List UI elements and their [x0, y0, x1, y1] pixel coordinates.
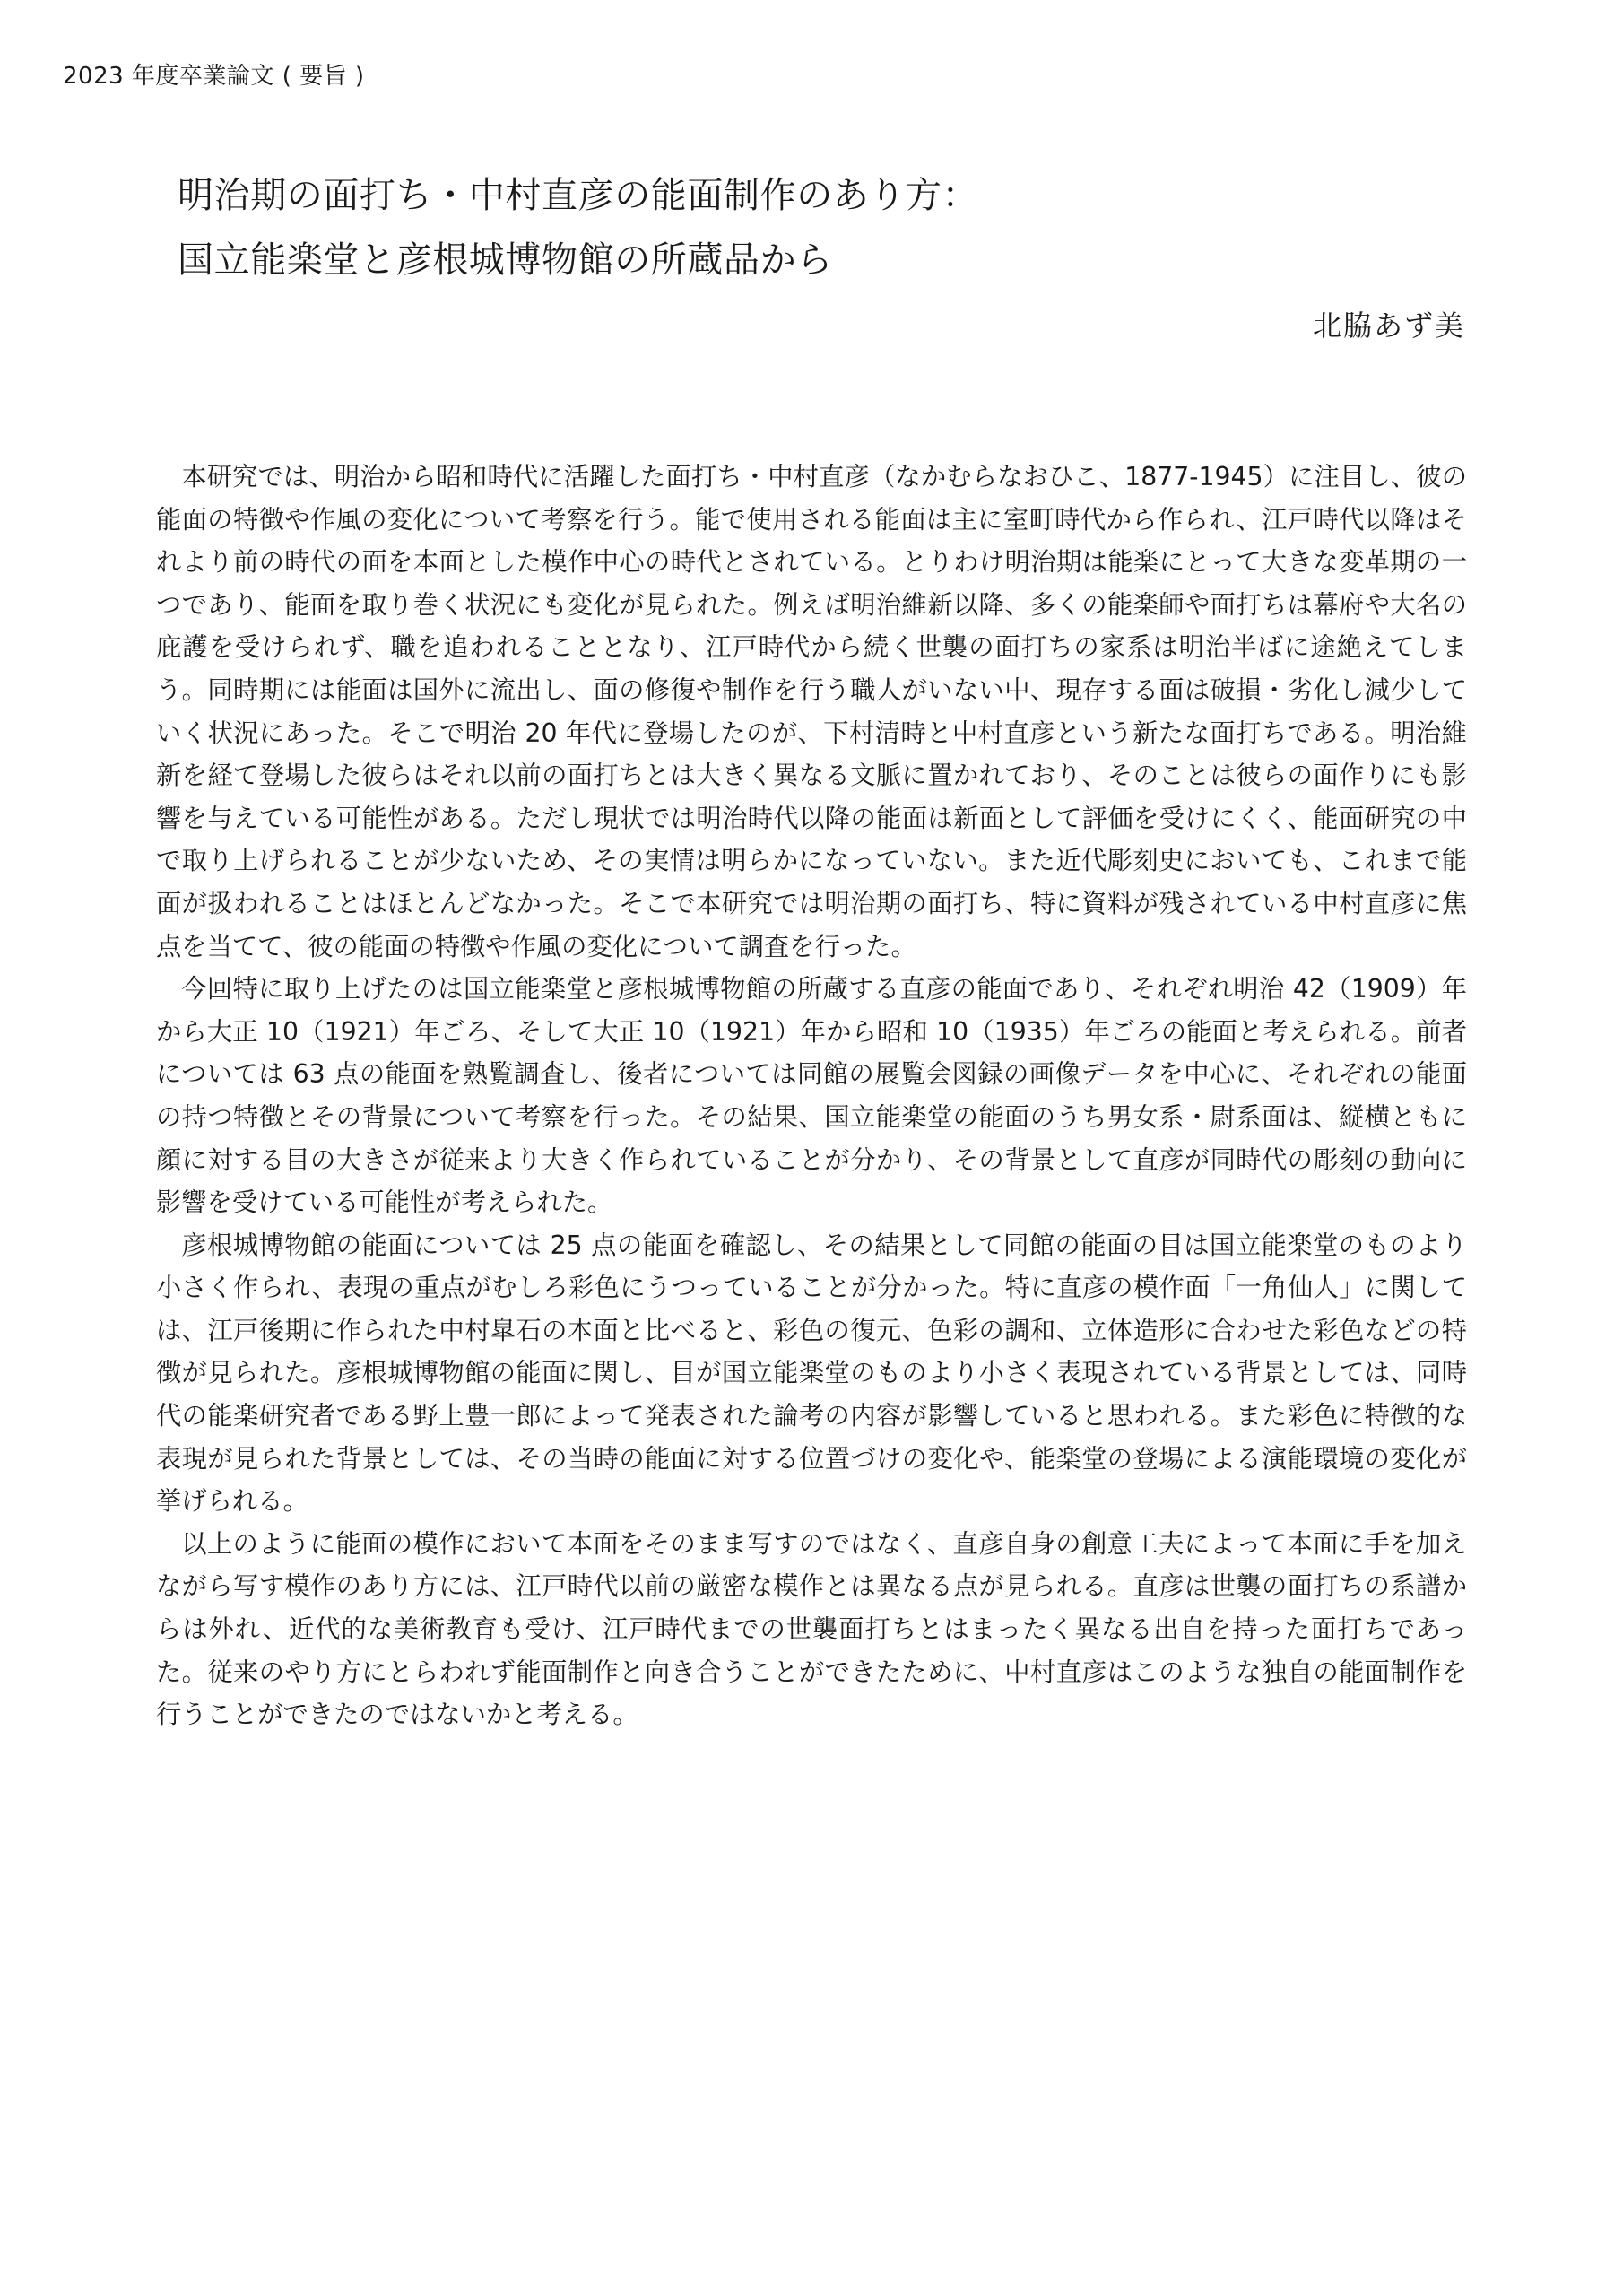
body-paragraph-2: 今回特に取り上げたのは国立能楽堂と彦根城博物館の所蔵する直彦の能面であり、それぞれ明治 42（1909）年から大正 10（1921）年ごろ、そして大正 10（1921）年から昭和 10（1935）年ごろの能面と考えられる。前者については 63 点の能面を熟覧調査し、後者については同館の展覧会図録の画像データを中心に、それぞれの能面の持つ特徴とその背景について考察を行った。その結果、国立能楽堂の能面のうち男女系・尉系面は、縦横ともに顔に対する目の大きさが従来より大きく作られていることが分かり、その背景として直彦が同時代の彫刻の動向に影響を受けている可能性が考えられた。 — [156, 974, 1467, 1218]
body-paragraph-4: 以上のように能面の模作において本面をそのまま写すのではなく、直彦自身の創意工夫によって本面に手を加えながら写す模作のあり方には、江戸時代以前の厳密な模作とは異なる点が見られる。直彦は世襲の面打ちの系譜からは外れ、近代的な美術教育も受け、江戸時代までの世襲面打ちとはまったく異なる出自を持った面打ちであった。従来のやり方にとらわれず能面制作と向き合うことができたために、中村直彦はこのような独自の能面制作を行うことができたのではないかと考える。 — [156, 1528, 1467, 1730]
document-title — [178, 163, 978, 292]
abstract-body — [156, 456, 1467, 1736]
body-paragraph-1: 本研究では、明治から昭和時代に活躍した面打ち・中村直彦（なかむらなおひこ、1877-1945）に注目し、彼の能面の特徴や作風の変化について考察を行う。能で使用される能面は主に室町時代から作られ、江戸時代以降はそれより前の時代の面を本面とした模作中心の時代とされている。とりわけ明治期は能楽にとって大きな変革期の一つであり、能面を取り巻く状況にも変化が見られた。例えば明治維新以降、多くの能楽師や面打ちは幕府や大名の庇護を受けられず、職を追われることとなり、江戸時代から続く世襲の面打ちの家系は明治半ばに途絶えてしまう。同時期には能面は国外に流出し、面の修復や制作を行う職人がいない中、現存する面は破損・劣化し減少していく状況にあった。そこで明治 20 年代に登場したのが、下村清時と中村直彦という新たな面打ちである。明治維新を経て登場した彼らはそれ以前の面打ちとは大きく異なる文脈に置かれており、そのことは彼らの面作りにも影響を与えている可能性がある。ただし現状では明治時代以降の能面は新面として評価を受けにくく、能面研究の中で取り上げられることが少ないため、その実情は明らかになっていない。また近代彫刻史においても、これまで能面が扱われることはほとんどなかった。そこで本研究では明治期の面打ち、特に資料が残されている中村直彦に焦点を当てて、彼の能面の特徴や作風の変化について調査を行った。 — [156, 462, 1467, 961]
title-line-1: 明治期の面打ち・中村直彦の能面制作のあり方： — [178, 175, 979, 216]
author-name: 北脇あず美 — [1312, 309, 1465, 343]
title-line-2: 国立能楽堂と彦根城博物館の所蔵品から — [178, 239, 833, 281]
body-paragraph-3: 彦根城博物館の能面については 25 点の能面を確認し、その結果として同館の能面の目は国立能楽堂のものより小さく作られ、表現の重点がむしろ彩色にうつっていることが分かった。特に直彦の模作面「一角仙人」に関しては、江戸後期に作られた中村皐石の本面と比べると、彩色の復元、色彩の調和、立体造形に合わせた彩色などの特徴が見られた。彦根城博物館の能面に関し、目が国立能楽堂のものより小さく表現されている背景としては、同時代の能楽研究者である野上豊一郎によって発表された論考の内容が影響していると思われる。また彩色に特徴的な表現が見られた背景としては、その当時の能面に対する位置づけの変化や、能楽堂の登場による演能環境の変化が挙げられる。 — [156, 1230, 1467, 1517]
document-header: 2023 年度卒業論文 ( 要旨 ) — [63, 63, 365, 90]
